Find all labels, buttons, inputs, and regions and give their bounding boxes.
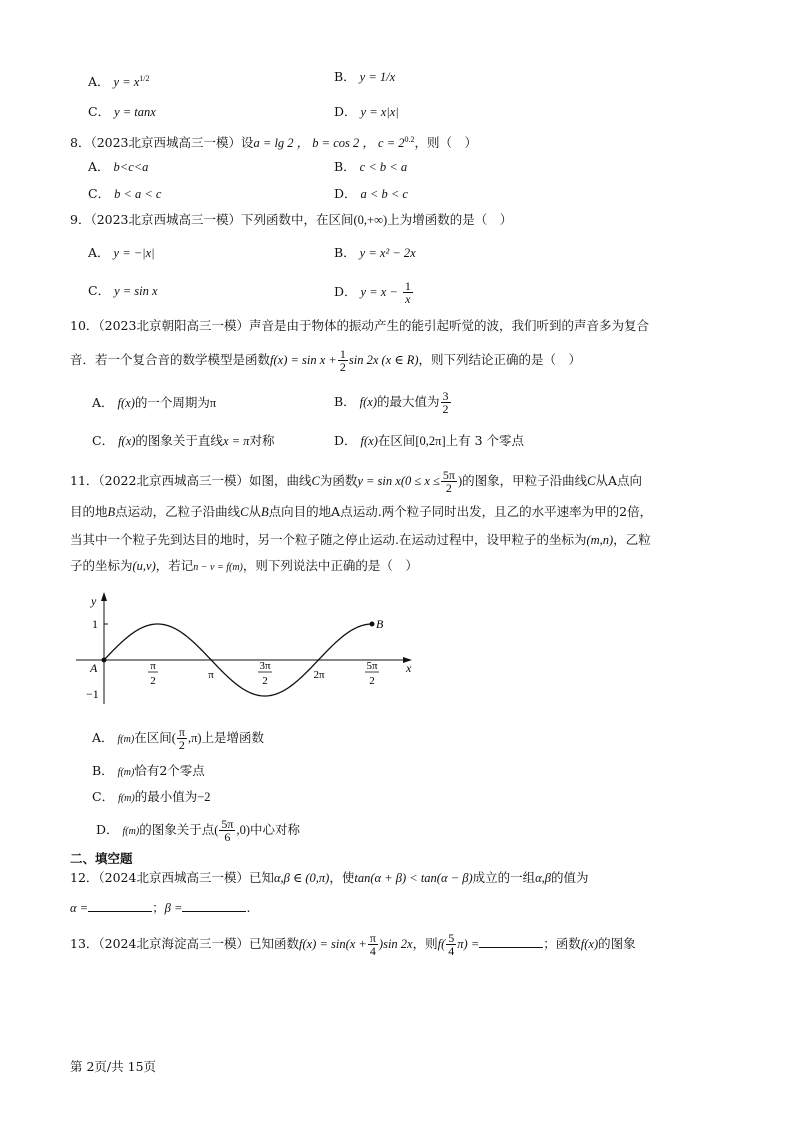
math-expr: )sin 2x (378, 937, 413, 951)
option-text: 的一个周期为 (134, 395, 210, 410)
numerator: π (178, 725, 185, 739)
q10-option-c (92, 432, 274, 450)
math-expr: π) = (457, 937, 480, 951)
denominator: 2 (445, 481, 452, 495)
tick-label-pi: π (208, 669, 214, 681)
option-label: D． (334, 433, 357, 448)
math-expr: ( (171, 731, 176, 745)
numerator: 5π (221, 817, 234, 831)
stem-text: ，乙粒 (613, 532, 651, 547)
math-expr: f(m) (117, 767, 135, 778)
math-expr: n − v = f(m) (193, 562, 243, 573)
numerator: 5π (442, 468, 455, 482)
q10-option-d (334, 432, 524, 450)
math-var: C (240, 505, 249, 519)
q10-stem-line2 (70, 342, 581, 378)
q11-option-a (92, 720, 264, 758)
stem-text: 子的坐标为 (70, 558, 133, 573)
math-expr: β = (164, 901, 183, 915)
stem-text: ，则（ ） (414, 135, 478, 151)
math-expr: f(x) = sin x + (270, 353, 337, 367)
stem-text: 点向目的地A点运动.两个粒子同时出发，且乙的水平速率为甲的2倍， (268, 504, 653, 519)
stem-text: 8．（2023北京西城高三一模）设 (70, 135, 254, 151)
tick-label-pi-half-den: 2 (150, 675, 156, 687)
q9-option-a (88, 244, 155, 262)
math-expr: (u,v) (132, 559, 156, 573)
point-b-label: B (376, 617, 384, 631)
option-label: C． (92, 789, 115, 804)
tick-label-5pi-half-den: 2 (369, 675, 375, 687)
stem-text: . (246, 900, 251, 915)
math-expr: y = sin x (114, 284, 158, 298)
math-expr: f(x) (360, 434, 378, 448)
math-expr: a = lg 2 ， b = cos 2 ， c = 2 (253, 136, 405, 151)
x-axis-label: x (406, 661, 412, 675)
math-expr: ( (214, 823, 219, 837)
stem-text: 的图象，甲粒子沿曲线 (462, 473, 588, 488)
q10-option-a (92, 394, 216, 412)
q11-option-c (92, 788, 211, 808)
option-label: C． (88, 186, 111, 201)
q9-option-d (334, 274, 414, 310)
option-label: A． (92, 395, 114, 410)
math-expr: y = 1/x (359, 70, 396, 84)
option-label: A． (88, 74, 110, 90)
option-text: 的最小值为 (134, 789, 198, 804)
q8-option-d (334, 185, 408, 203)
stem-text: 上为增函数的是（ ） (387, 212, 513, 227)
stem-text: 为函数 (319, 473, 358, 488)
math-expr: α = (70, 901, 89, 915)
math-expr: α,β ∈ (0,π) (273, 871, 330, 885)
math-exponent: 1/2 (139, 74, 150, 83)
answer-blank-q13[interactable] (479, 935, 543, 948)
tick-label-5pi-half-num: 5π (366, 660, 378, 672)
option-text: 恰有2个零点 (134, 763, 205, 778)
math-expr: f( (437, 937, 446, 951)
sine-graph (72, 588, 422, 708)
stem-text: ，则下列说法中正确的是（ ） (242, 558, 418, 573)
option-label: D． (334, 186, 357, 201)
fraction (403, 280, 413, 305)
math-expr: c < b < a (359, 160, 408, 174)
option-label: D． (334, 284, 357, 299)
stem-text: 的值为 (551, 870, 589, 885)
q7-option-b (334, 68, 395, 86)
stem-text: 11．（2022北京西城高三一模）如图，曲线 (70, 473, 312, 488)
numerator: 3 (442, 389, 449, 403)
math-expr: f(m) (118, 793, 135, 804)
q10-stem-line1: 10．（2023北京朝阳高三一模）声音是由于物体的振动产生的能引起听觉的波，我们听到的声音多为复合 (70, 318, 649, 333)
numerator: π (369, 931, 376, 945)
denominator: 4 (448, 944, 455, 958)
option-text: 中心对称 (249, 822, 300, 837)
option-label: B． (334, 394, 356, 409)
option-text: 的图象关于点 (139, 822, 215, 837)
q12-stem-line2 (70, 899, 250, 917)
stem-text: 成立的一组 (472, 870, 536, 885)
q11-stem-line3 (70, 531, 651, 549)
math-expr: b<c<a (113, 160, 149, 174)
answer-blank-beta[interactable] (182, 899, 246, 912)
stem-text: 9．（2023北京西城高三一模）下列函数中，在区间 (70, 212, 354, 227)
math-expr: f(x) (580, 937, 599, 951)
fraction (446, 932, 456, 957)
math-expr: f(x) (118, 434, 136, 448)
tick-label-2pi: 2π (313, 669, 325, 681)
stem-text: 目的地 (70, 504, 108, 519)
stem-text: 点运动，乙粒子沿曲线 (115, 504, 241, 519)
stem-text: 的图象 (598, 936, 636, 951)
q13-stem (70, 926, 636, 962)
math-expr: f(x) (117, 396, 135, 410)
q9-option-b (334, 244, 416, 262)
tick-label-3pi-half-num: 3π (259, 660, 271, 672)
denominator: 2 (442, 402, 449, 416)
stem-text: 13．（2024北京海淀高三一模）已知函数 (70, 936, 299, 951)
q7-option-d (334, 103, 399, 121)
y-axis-arrow (101, 592, 107, 601)
math-expr: y = x − (360, 285, 398, 299)
numerator: 1 (339, 347, 346, 361)
option-label: D． (334, 104, 357, 119)
stem-text: 当其中一个粒子先到达目的地时，另一个粒子随之停止运动.在运动过程中，设甲粒子的坐标为 (70, 532, 587, 547)
q11-stem-line4 (70, 557, 418, 577)
math-expr: ,π) (187, 731, 202, 745)
q9-option-c (88, 282, 158, 300)
math-expr: y = x (113, 75, 140, 90)
stem-text: 从A点向 (595, 473, 643, 488)
stem-text: 从 (248, 504, 262, 519)
numerator: 5 (448, 931, 455, 945)
option-text: 在区间 (134, 730, 172, 745)
math-expr: α,β (535, 871, 552, 885)
math-expr: (0,+∞) (353, 213, 388, 227)
denominator: 6 (224, 830, 231, 844)
math-expr: y = x|x| (360, 105, 399, 119)
page-footer: 第 2页/共 15页 (70, 1059, 157, 1074)
option-label: A． (88, 245, 110, 260)
q11-stem-line1 (70, 463, 642, 499)
option-label: B． (334, 245, 356, 260)
option-text: 对称 (249, 433, 275, 448)
q12-stem-line1 (70, 869, 589, 887)
option-label: B． (334, 69, 356, 84)
stem-text: ，则下列结论正确的是（ ） (418, 352, 582, 367)
q8-option-a (88, 158, 148, 176)
math-expr: ) (457, 474, 463, 488)
stem-text: ，若记 (155, 558, 194, 573)
option-text: 的最大值为 (377, 394, 440, 409)
point-a-label: A (90, 661, 98, 675)
math-expr: π (209, 396, 217, 410)
section-heading-fill-blank: 二、填空题 (70, 851, 133, 866)
q8-stem (70, 131, 477, 152)
point-b (370, 622, 375, 627)
fraction (219, 818, 235, 843)
q11-stem-line2 (70, 503, 652, 521)
answer-blank-alpha[interactable] (88, 899, 152, 912)
option-text: 的图象关于直线 (135, 433, 223, 448)
tick-label-pi-half-num: π (150, 660, 156, 672)
stem-text: 音．若一个复合音的数学模型是函数 (70, 352, 271, 367)
math-var: C (587, 474, 596, 488)
denominator: 2 (178, 738, 185, 752)
stem-text: ，使 (329, 870, 355, 885)
math-expr: a < b < c (360, 187, 408, 201)
math-expr: b < a < c (114, 187, 162, 201)
numerator: 1 (404, 279, 411, 293)
option-label: C． (88, 283, 111, 298)
q11-option-d (96, 812, 300, 850)
option-text: 上有 3 个零点 (445, 433, 525, 448)
math-expr: tan(α + β) < tan(α − β) (354, 871, 473, 885)
math-expr: f(m) (117, 734, 135, 745)
fraction (177, 726, 187, 751)
denominator: 4 (369, 944, 376, 958)
q11-option-b (92, 762, 205, 782)
math-expr: f(x) = sin(x + (298, 937, 367, 951)
math-expr: ,0) (236, 823, 250, 837)
stem-text: ；函数 (543, 936, 581, 951)
math-var: B (107, 505, 116, 519)
tick-label-3pi-half-den: 2 (262, 675, 268, 687)
option-label: B． (334, 159, 356, 174)
math-exponent: 0.2 (404, 135, 415, 144)
q10-option-b (334, 384, 452, 420)
math-expr: −2 (197, 790, 211, 804)
option-label: A． (88, 159, 110, 174)
option-text: 上是增函数 (201, 730, 265, 745)
tick-label-minus-1: −1 (86, 687, 99, 701)
math-expr: f(m) (122, 826, 140, 837)
fraction (338, 348, 348, 373)
fraction (441, 469, 457, 494)
q8-option-c (88, 185, 161, 203)
denominator: x (405, 292, 411, 306)
math-expr: y = tanx (114, 105, 156, 119)
fraction (441, 390, 451, 415)
option-label: B． (92, 763, 114, 778)
option-label: D． (96, 822, 119, 837)
math-expr: [0,2π] (415, 434, 446, 448)
stem-text: ； (152, 900, 165, 915)
y-axis-label: y (91, 594, 97, 608)
math-expr: f(x) (359, 395, 378, 409)
math-expr: sin 2x (x ∈ R) (348, 353, 419, 367)
math-var: B (261, 505, 269, 519)
q9-stem (70, 211, 512, 229)
option-label: C． (92, 433, 115, 448)
math-expr: y = x² − 2x (359, 246, 416, 260)
math-expr: (m,n) (586, 533, 614, 547)
fraction (368, 932, 378, 957)
denominator: 2 (339, 360, 346, 374)
point-a (102, 658, 107, 663)
math-expr: y = sin x(0 ≤ x ≤ (357, 474, 440, 488)
option-label: A． (92, 730, 114, 745)
stem-text: ，则 (412, 936, 438, 951)
q8-option-b (334, 158, 407, 176)
option-text: 在区间 (377, 433, 416, 448)
tick-label-1: 1 (92, 617, 98, 631)
stem-text: 12．（2024北京西城高三一模）已知 (70, 870, 274, 885)
math-var: C (311, 474, 320, 488)
math-expr: y = −|x| (113, 246, 155, 260)
math-expr: x = π (222, 434, 250, 448)
q7-option-c (88, 103, 156, 121)
option-label: C． (88, 104, 111, 119)
q7-option-a (88, 70, 150, 91)
